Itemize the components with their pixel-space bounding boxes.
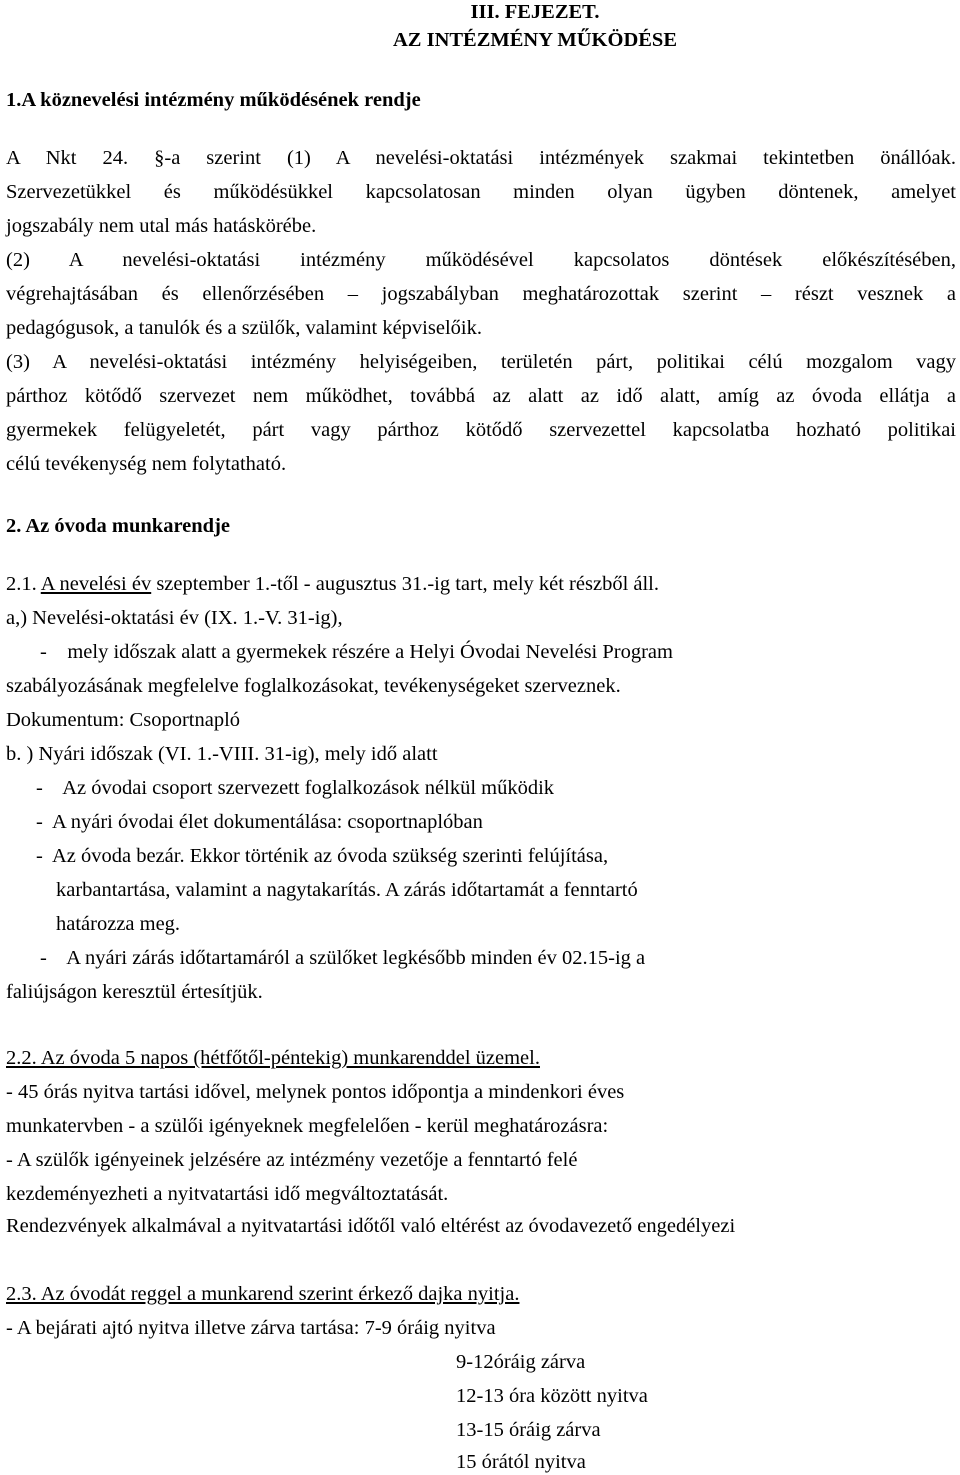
- paragraph-3-line-2: párthoz kötődő szervezet nem működhet, továbbá az alatt az idő alatt, amíg az óvoda ellátja a: [6, 385, 956, 407]
- period-b-item-1: - Az óvodai csoport szervezett foglalkozások nélkül működik: [36, 777, 555, 799]
- chapter-title: III. FEJEZET.: [470, 1, 600, 23]
- documentation-line: Dokumentum: Csoportnapló: [6, 709, 241, 731]
- paragraph-3-line-4: célú tevékenység nem folytatható.: [6, 453, 287, 475]
- paragraph-1-line-2: Szervezetükkel és működésükkel kapcsolatosan minden olyan ügyben döntenek, amelyet: [6, 181, 956, 203]
- period-b-line: b. ) Nyári időszak (VI. 1.-VIII. 31-ig), mely idő alatt: [6, 743, 438, 765]
- paragraph-3-line-3: gyermekek felügyeletét, párt vagy párthoz kötődő szervezettel kapcsolatba hozható politikai: [6, 419, 956, 441]
- subsection-2-2-item-2: - A szülők igényeinek jelzésére az intézmény vezetője a fenntartó felé: [6, 1149, 578, 1171]
- chapter-subtitle: AZ INTÉZMÉNY MŰKÖDÉSE: [393, 29, 677, 51]
- door-schedule-line-2: 12-13 óra között nyitva: [456, 1385, 648, 1407]
- period-b-item-4-cont: faliújságon keresztül értesítjük.: [6, 981, 263, 1003]
- period-a-item: - mely időszak alatt a gyermekek részére a Helyi Óvodai Nevelési Program: [40, 641, 673, 663]
- door-schedule-line-1: 9-12óráig zárva: [456, 1351, 586, 1373]
- section-2-heading: 2. Az óvoda munkarendje: [6, 515, 231, 537]
- period-a-item-cont: szabályozásának megfelelve foglalkozásokat, tevékenységeket szerveznek.: [6, 675, 621, 697]
- period-b-item-4: - A nyári zárás időtartamáról a szülőket legkésőbb minden év 02.15-ig a: [40, 947, 646, 969]
- subsection-2-2: 2.2. Az óvoda 5 napos (hétfőtől-péntekig) munkarenddel üzemel.: [6, 1047, 540, 1069]
- door-schedule-line-4: 15 órától nyitva: [456, 1451, 586, 1473]
- subsection-2-3: 2.3. Az óvodát reggel a munkarend szerint érkező dajka nyitja.: [6, 1283, 520, 1305]
- paragraph-2-line-3: pedagógusok, a tanulók és a szülők, valamint képviselőik.: [6, 317, 482, 339]
- period-b-item-2: - A nyári óvodai élet dokumentálása: csoportnaplóban: [36, 811, 483, 833]
- period-b-item-3-cont-1: karbantartása, valamint a nagytakarítás. A zárás időtartamát a fenntartó: [56, 879, 638, 901]
- subsection-2-2-item-1-cont: munkatervben - a szülői igényeknek megfelelően - kerül meghatározásra:: [6, 1115, 609, 1137]
- period-b-item-3: - Az óvoda bezár. Ekkor történik az óvoda szükség szerinti felújítása,: [36, 845, 609, 867]
- subsection-2-2-item-2-cont: kezdeményezheti a nyitvatartási idő megváltoztatását.: [6, 1183, 449, 1205]
- subsection-2-1-text: szeptember 1.-től - augusztus 31.-ig tart, mely két részből áll.: [151, 573, 659, 595]
- subsection-2-2-note: Rendezvények alkalmával a nyitvatartási időtől való eltérést az óvodavezető engedélyezi: [6, 1215, 736, 1237]
- door-schedule-line-3: 13-15 óráig zárva: [456, 1419, 601, 1441]
- subsection-2-1-number: 2.1.: [6, 573, 37, 595]
- section-1-heading: 1.A köznevelési intézmény működésének rendje: [6, 89, 421, 111]
- door-schedule-first: - A bejárati ajtó nyitva illetve zárva tartása: 7-9 óráig nyitva: [6, 1317, 496, 1339]
- subsection-2-1: [6, 572, 659, 596]
- paragraph-3-line-1: (3) A nevelési-oktatási intézmény helyiségeiben, területén párt, politikai célú mozgalom vagy: [6, 351, 956, 373]
- subsection-2-2-item-1: - 45 órás nyitva tartási idővel, melynek pontos időpontja a mindenkori éves: [6, 1081, 625, 1103]
- paragraph-1-line-3: jogszabály nem utal más hatáskörébe.: [6, 215, 317, 237]
- period-b-item-3-cont-2: határozza meg.: [56, 913, 181, 935]
- paragraph-2-line-2: végrehajtásában és ellenőrzésében – jogszabályban meghatározottak szerint – részt vesznek a: [6, 283, 956, 305]
- paragraph-1-line-1: A Nkt 24. §-a szerint (1) A nevelési-oktatási intézmények szakmai tekintetben önállóak.: [6, 147, 956, 169]
- period-a-line: a,) Nevelési-oktatási év (IX. 1.-V. 31-ig),: [6, 607, 343, 629]
- paragraph-2-line-1: (2) A nevelési-oktatási intézmény működésével kapcsolatos döntések előkészítésében,: [6, 249, 956, 271]
- subsection-2-1-term: A nevelési év: [40, 573, 152, 595]
